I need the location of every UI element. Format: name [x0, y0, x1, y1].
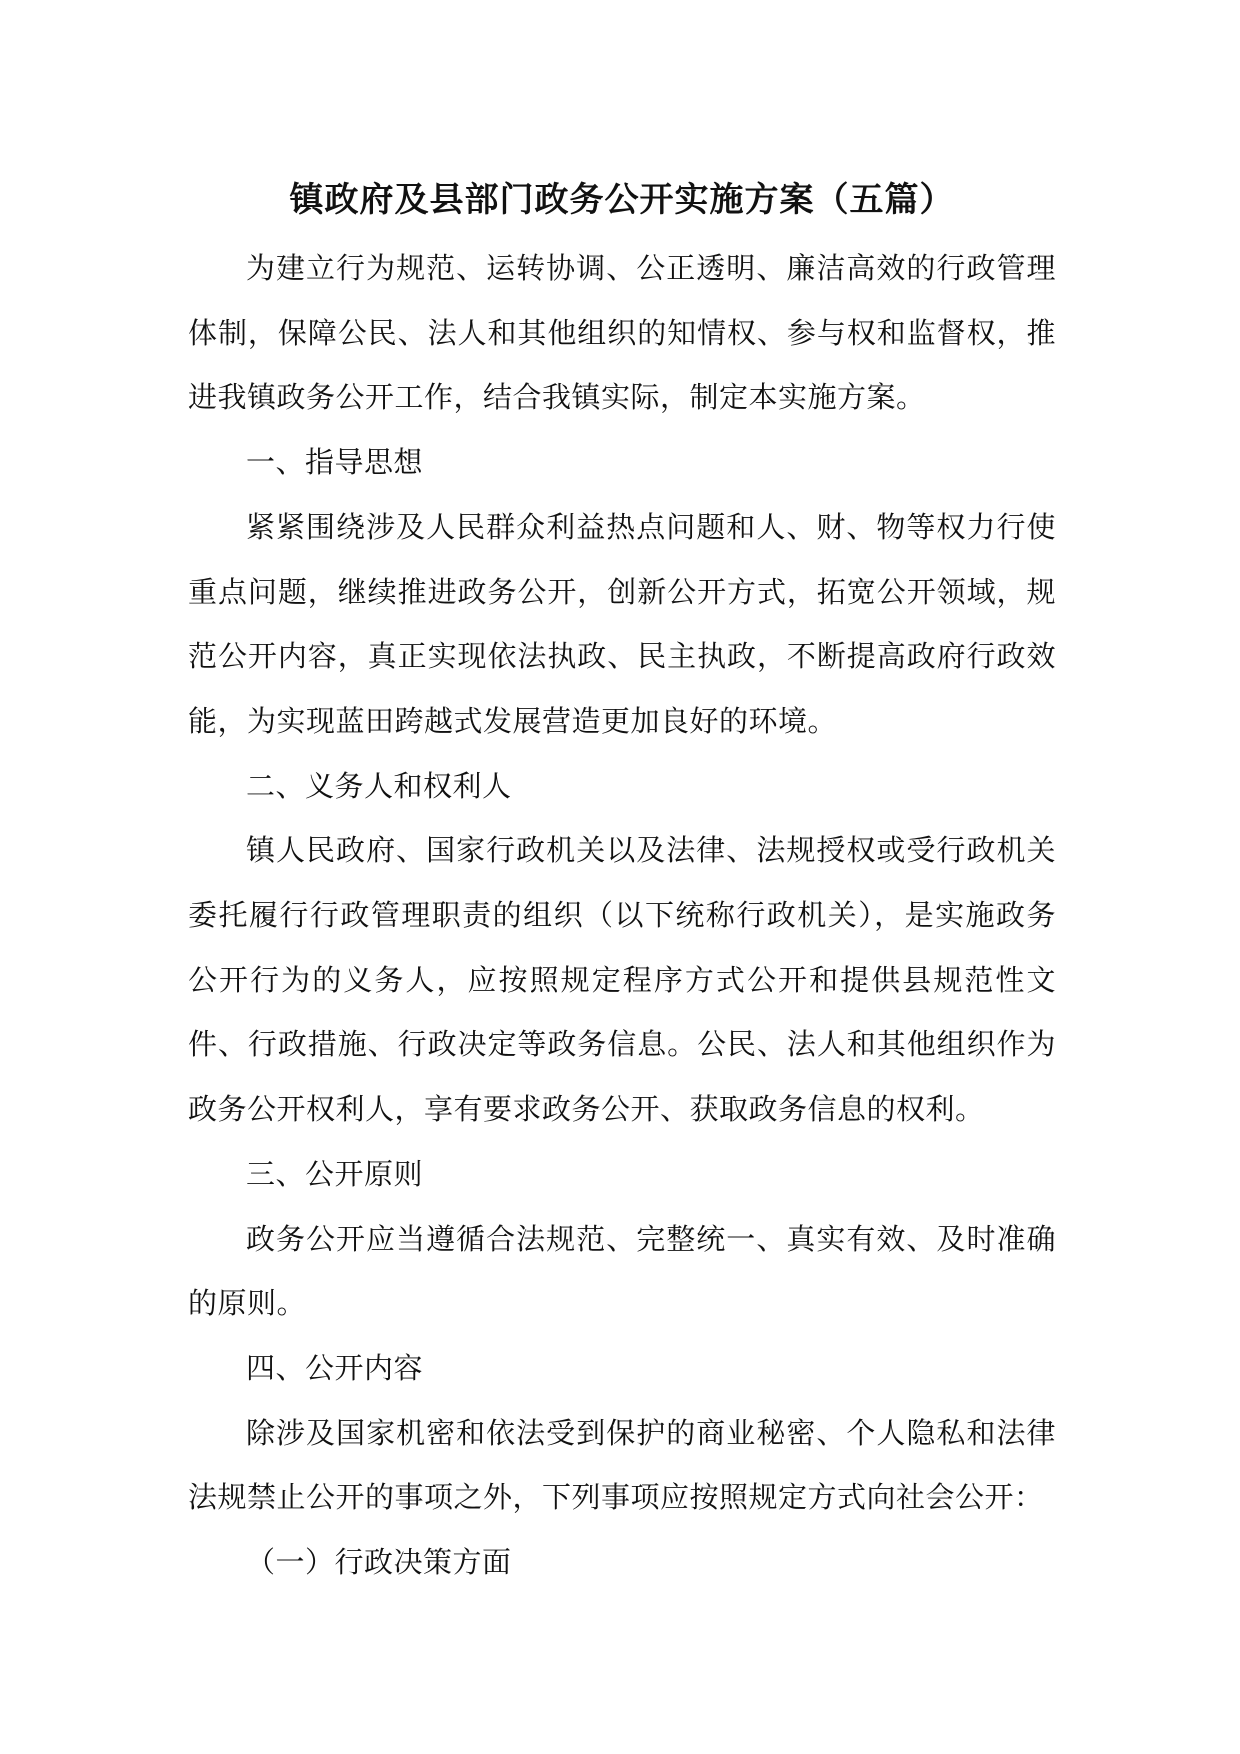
document-page: [188, 168, 1056, 1595]
subheading-administrative-decisions: （一）行政决策方面: [246, 1545, 512, 1580]
intro-paragraph: 为建立行为规范、运转协调、公正透明、廉洁高效的行政管理体制，保障公民、法人和其他组织的知情权、参与权和监督权，推进我镇政务公开工作，结合我镇实际，制定本实施方案。: [188, 251, 1056, 415]
section-heading-content: 四、公开内容: [246, 1350, 424, 1385]
section-paragraph-obligors-rights-holders: 镇人民政府、国家行政机关以及法律、法规授权或受行政机关委托履行行政管理职责的组织（以下统称行政机关），是实施政务公开行为的义务人，应按照规定程序方式公开和提供县规范性文件、行政措施、行政决定等政务信息。公民、法人和其他组织作为政务公开权利人，享有要求政务公开、获取政务信息的权利。: [188, 833, 1056, 1127]
section-heading-guiding-ideology: 一、指导思想: [246, 445, 424, 480]
section-paragraph-principles: 政务公开应当遵循合法规范、完整统一、真实有效、及时准确的原则。: [188, 1221, 1056, 1321]
section-heading-obligors-rights-holders: 二、义务人和权利人: [246, 768, 512, 803]
section-paragraph-guiding-ideology: 紧紧围绕涉及人民群众利益热点问题和人、财、物等权力行使重点问题，继续推进政务公开，创新公开方式，拓宽公开领域，规范公开内容，真正实现依法执政、民主执政，不断提高政府行政效能，为实现蓝田跨越式发展营造更加良好的环境。: [188, 509, 1056, 738]
section-paragraph-content: 除涉及国家机密和依法受到保护的商业秘密、个人隐私和法律法规禁止公开的事项之外，下列事项应按照规定方式向社会公开：: [188, 1415, 1056, 1515]
section-heading-principles: 三、公开原则: [246, 1156, 424, 1191]
document-title: 镇政府及县部门政务公开实施方案（五篇）: [289, 180, 955, 220]
